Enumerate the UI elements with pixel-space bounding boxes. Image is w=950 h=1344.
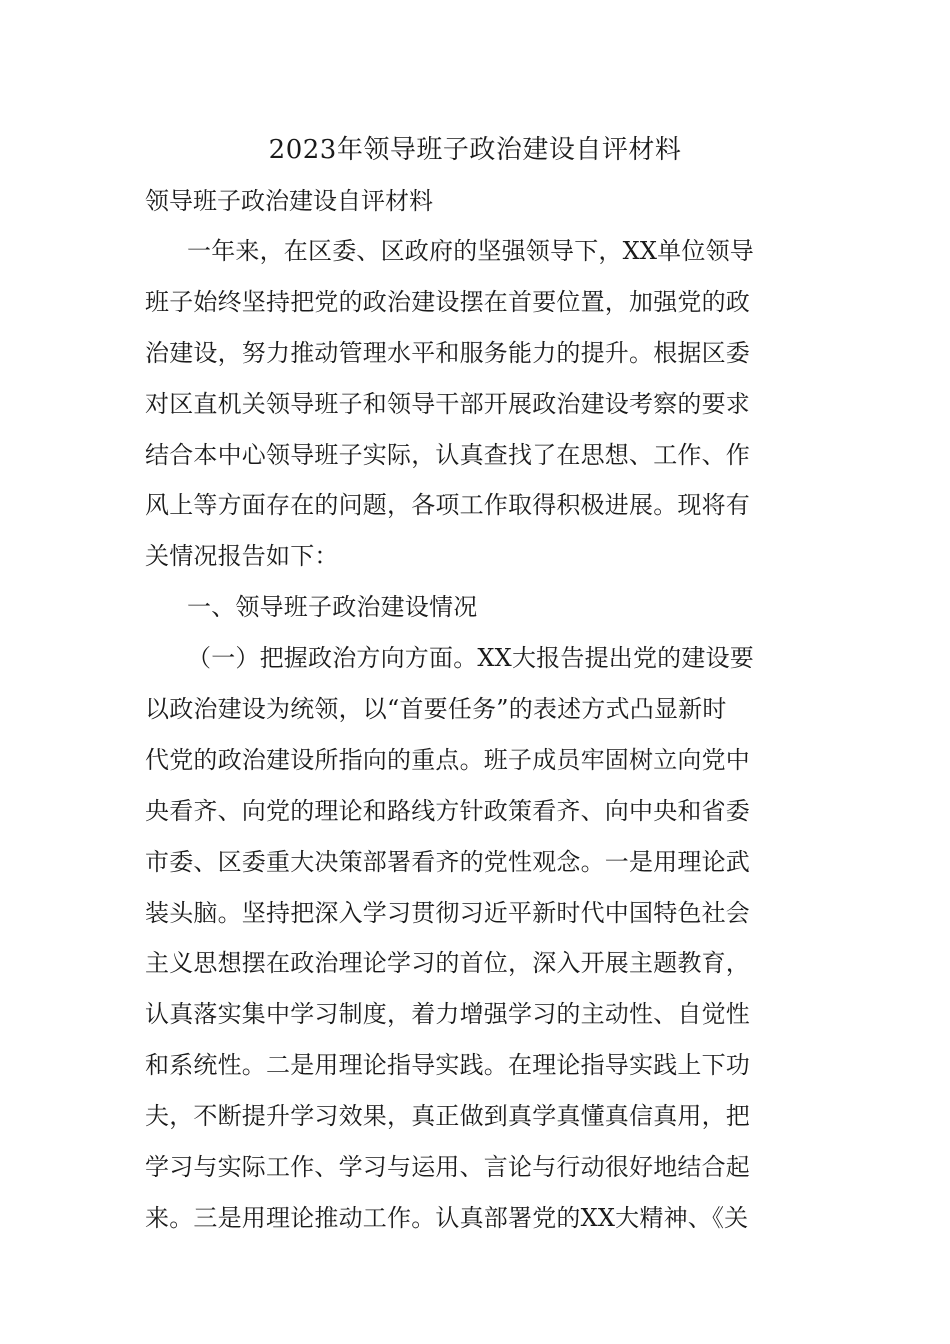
- text-line: 对区直机关领导班子和领导干部开展政治建设考察的要求: [145, 389, 750, 418]
- text-line: 主义思想摆在政治理论学习的首位，深入开展主题教育，: [145, 949, 750, 978]
- text-line: 关情况报告如下：: [145, 542, 339, 571]
- document-body: [145, 232, 810, 1250]
- text-line: 风上等方面存在的问题，各项工作取得积极进展。现将有: [145, 491, 750, 520]
- text-line: 市委、区委重大决策部署看齐的党性观念。一是用理论武: [145, 847, 750, 876]
- text-line: 治建设，努力推动管理水平和服务能力的提升。根据区委: [145, 338, 750, 367]
- text-line: 一、领导班子政治建设情况: [187, 593, 478, 622]
- text-line: 夫，不断提升学习效果，真正做到真学真懂真信真用，把: [145, 1102, 750, 1131]
- text-line: 结合本中心领导班子实际，认真查找了在思想、工作、作: [145, 440, 750, 469]
- text-line: 班子始终坚持把党的政治建设摆在首要位置，加强党的政: [145, 287, 750, 316]
- document-subtitle: 领导班子政治建设自评材料: [145, 187, 433, 215]
- text-line: 和系统性。二是用理论指导实践。在理论指导实践上下功: [145, 1051, 750, 1080]
- text-line: 央看齐、向党的理论和路线方针政策看齐、向中央和省委: [145, 796, 750, 825]
- text-line: 学习与实际工作、学习与运用、言论与行动很好地结合起: [145, 1153, 750, 1182]
- text-line: 认真落实集中学习制度，着力增强学习的主动性、自觉性: [145, 1000, 750, 1029]
- document-title: 2023年领导班子政治建设自评材料: [268, 135, 682, 165]
- text-line: 一年来，在区委、区政府的坚强领导下，XX单位领导: [187, 237, 754, 265]
- text-line: 来。三是用理论推动工作。认真部署党的XX大精神、《关: [145, 1203, 749, 1232]
- text-line: 代党的政治建设所指向的重点。班子成员牢固树立向党中: [145, 745, 750, 774]
- text-line: （一）把握政治方向方面。XX大报告提出党的建设要: [187, 644, 754, 673]
- text-line: 以政治建设为统领，以“首要任务”的表述方式凸显新时: [145, 695, 727, 724]
- text-line: 装头脑。坚持把深入学习贯彻习近平新时代中国特色社会: [145, 898, 750, 927]
